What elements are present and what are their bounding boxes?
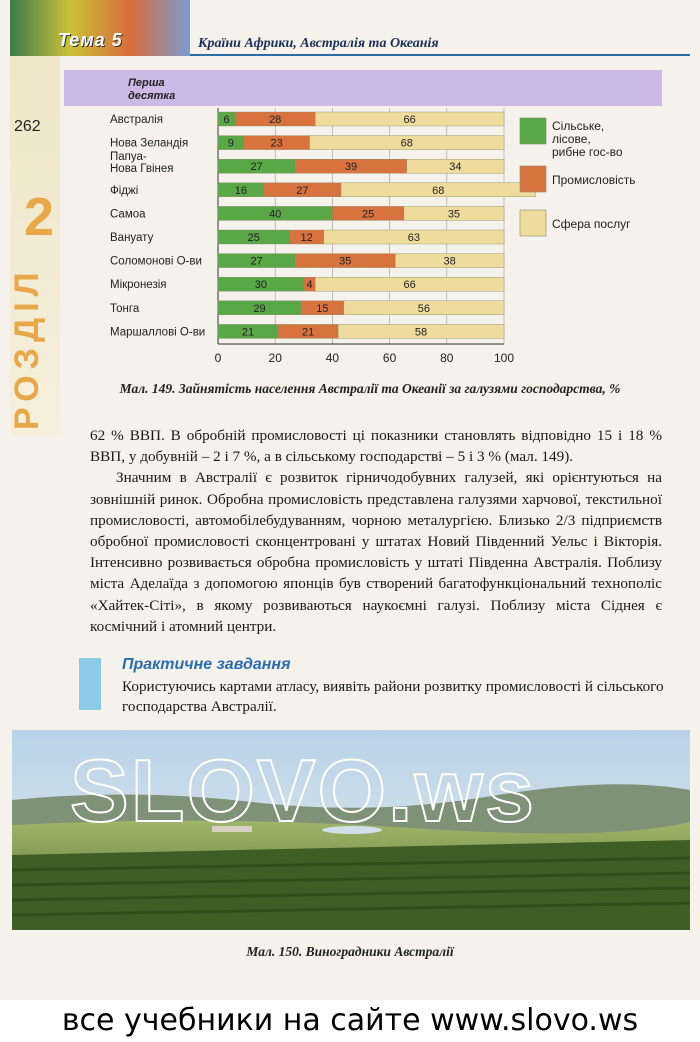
bar-value-label: 39 (344, 161, 358, 174)
bar-value-label: 25 (247, 232, 260, 244)
bar-value-label: 35 (447, 208, 461, 221)
legend-swatch (520, 166, 546, 192)
x-tick-label: 60 (382, 351, 397, 365)
x-tick-label: 20 (268, 351, 282, 365)
header-rule (190, 54, 690, 56)
bar-value-label: 6 (223, 114, 230, 126)
bar-value-label: 21 (301, 326, 315, 339)
paragraph-1: 62 % ВВП. В обробній промисловості ці показники становлять відповідно 15 і 18 % ВВП, у добувній – 2 і 7 %, а в сільському господарстві – 5 і 3 % (мал. 149). (90, 427, 662, 466)
category-label: Соломонові О-ви (110, 255, 202, 268)
category-label: Вануату (110, 232, 154, 244)
chart-header-label: Перша (128, 77, 165, 89)
bar-value-label: 66 (403, 114, 416, 126)
category-label: Мікронезія (110, 279, 167, 292)
category-label: Нова Зеландія (110, 137, 189, 150)
bar-value-label: 66 (403, 279, 416, 292)
bar-value-label: 12 (300, 232, 313, 244)
header-brand: Тема 5 (58, 30, 123, 50)
bar-value-label: 27 (296, 184, 309, 197)
practical-task-text: Користуючись картами атласу, виявіть райони розвитку промисловості й сільського господарства Австралії. (122, 678, 664, 715)
bar-value-label: 38 (443, 255, 456, 268)
header-title: Країни Африки, Австралія та Океанія (198, 36, 439, 51)
bar-value-label: 16 (234, 184, 248, 197)
practical-task-title: Практичне завдання (122, 656, 291, 673)
x-tick-label: 0 (214, 351, 222, 365)
legend-swatch (520, 210, 546, 236)
bar-value-label: 29 (253, 302, 266, 315)
x-tick-label: 80 (440, 351, 454, 365)
category-label: Папуа- (110, 151, 147, 164)
bar-value-label: 25 (362, 208, 375, 221)
category-label: Нова Гвінея (110, 163, 174, 176)
photo-watermark: SLOVO.ws (70, 741, 536, 840)
bar-value-label: 27 (250, 161, 263, 174)
bar-value-label: 28 (269, 114, 282, 126)
bar-value-label: 30 (254, 279, 268, 292)
category-label: Фіджі (110, 184, 139, 197)
bar-value-label: 15 (316, 302, 329, 315)
legend-label: рибне гос-во (552, 145, 623, 159)
legend-swatch (520, 118, 546, 144)
page-number: 262 (14, 118, 41, 135)
figure-149-caption: Мал. 149. Зайнятість населення Австралії та Океанії за галузями господарства, % (119, 381, 621, 396)
legend-label: Промисловість (552, 173, 636, 187)
figure-150-caption: Мал. 150. Виноградники Австралії (246, 944, 454, 959)
bar-value-label: 58 (414, 326, 428, 339)
bar-value-label: 35 (339, 255, 352, 268)
bar-value-label: 21 (241, 326, 255, 339)
bar-value-label: 4 (306, 279, 313, 292)
section-number: 2 (24, 187, 55, 247)
category-label: Тонга (110, 302, 140, 315)
category-label: Самоа (110, 208, 146, 221)
category-label: Маршаллові О-ви (110, 326, 206, 339)
bar-value-label: 56 (417, 302, 431, 315)
section-word: РОЗДІЛ (8, 266, 46, 430)
legend-label: Сфера послуг (552, 217, 631, 231)
bar-value-label: 63 (407, 232, 421, 244)
bar-value-label: 68 (432, 184, 445, 197)
employment-chart (64, 70, 674, 375)
x-tick-label: 40 (325, 351, 340, 365)
legend-label: Сільське, (552, 119, 605, 133)
bar-value-label: 9 (227, 137, 234, 150)
x-tick-label: 100 (493, 351, 515, 365)
task-accent-bar (79, 658, 101, 710)
bar-value-label: 27 (250, 255, 263, 268)
bar-value-label: 23 (270, 137, 283, 150)
legend-label: лісове, (552, 132, 591, 146)
bar-value-label: 34 (449, 161, 462, 174)
site-footer: все учебники на сайте www.slovo.ws (0, 1000, 700, 1042)
bar-value-label: 68 (400, 137, 413, 150)
paragraph-2: Значним в Австралії є розвиток гірничодобувних галузей, які орієнтуються на зовнішній ринок. Обробна промисловість представлена галузями харчової, текстильної промисловості, автомобілебудуванням, чорною металургією. Близько 2/3 підприємств обробної промисловості сконцентровані у штатах Новий Південний Уельс і Вікторія. Інтенсивно розвивається обробна промисловість у штаті Південна Австралія. Поблизу міста Аделаїда з допомогою японців був створений багатофункціональний технополіс «Хайтек-Сіті», в якому розвиваються наукоємні галузі. Поблизу міста Сіднея є космічний і атомний центри. (90, 469, 662, 635)
chart-header-label: десятка (128, 90, 176, 102)
category-label: Австралія (110, 114, 163, 126)
body-text (90, 425, 662, 637)
bar-value-label: 40 (269, 208, 282, 221)
